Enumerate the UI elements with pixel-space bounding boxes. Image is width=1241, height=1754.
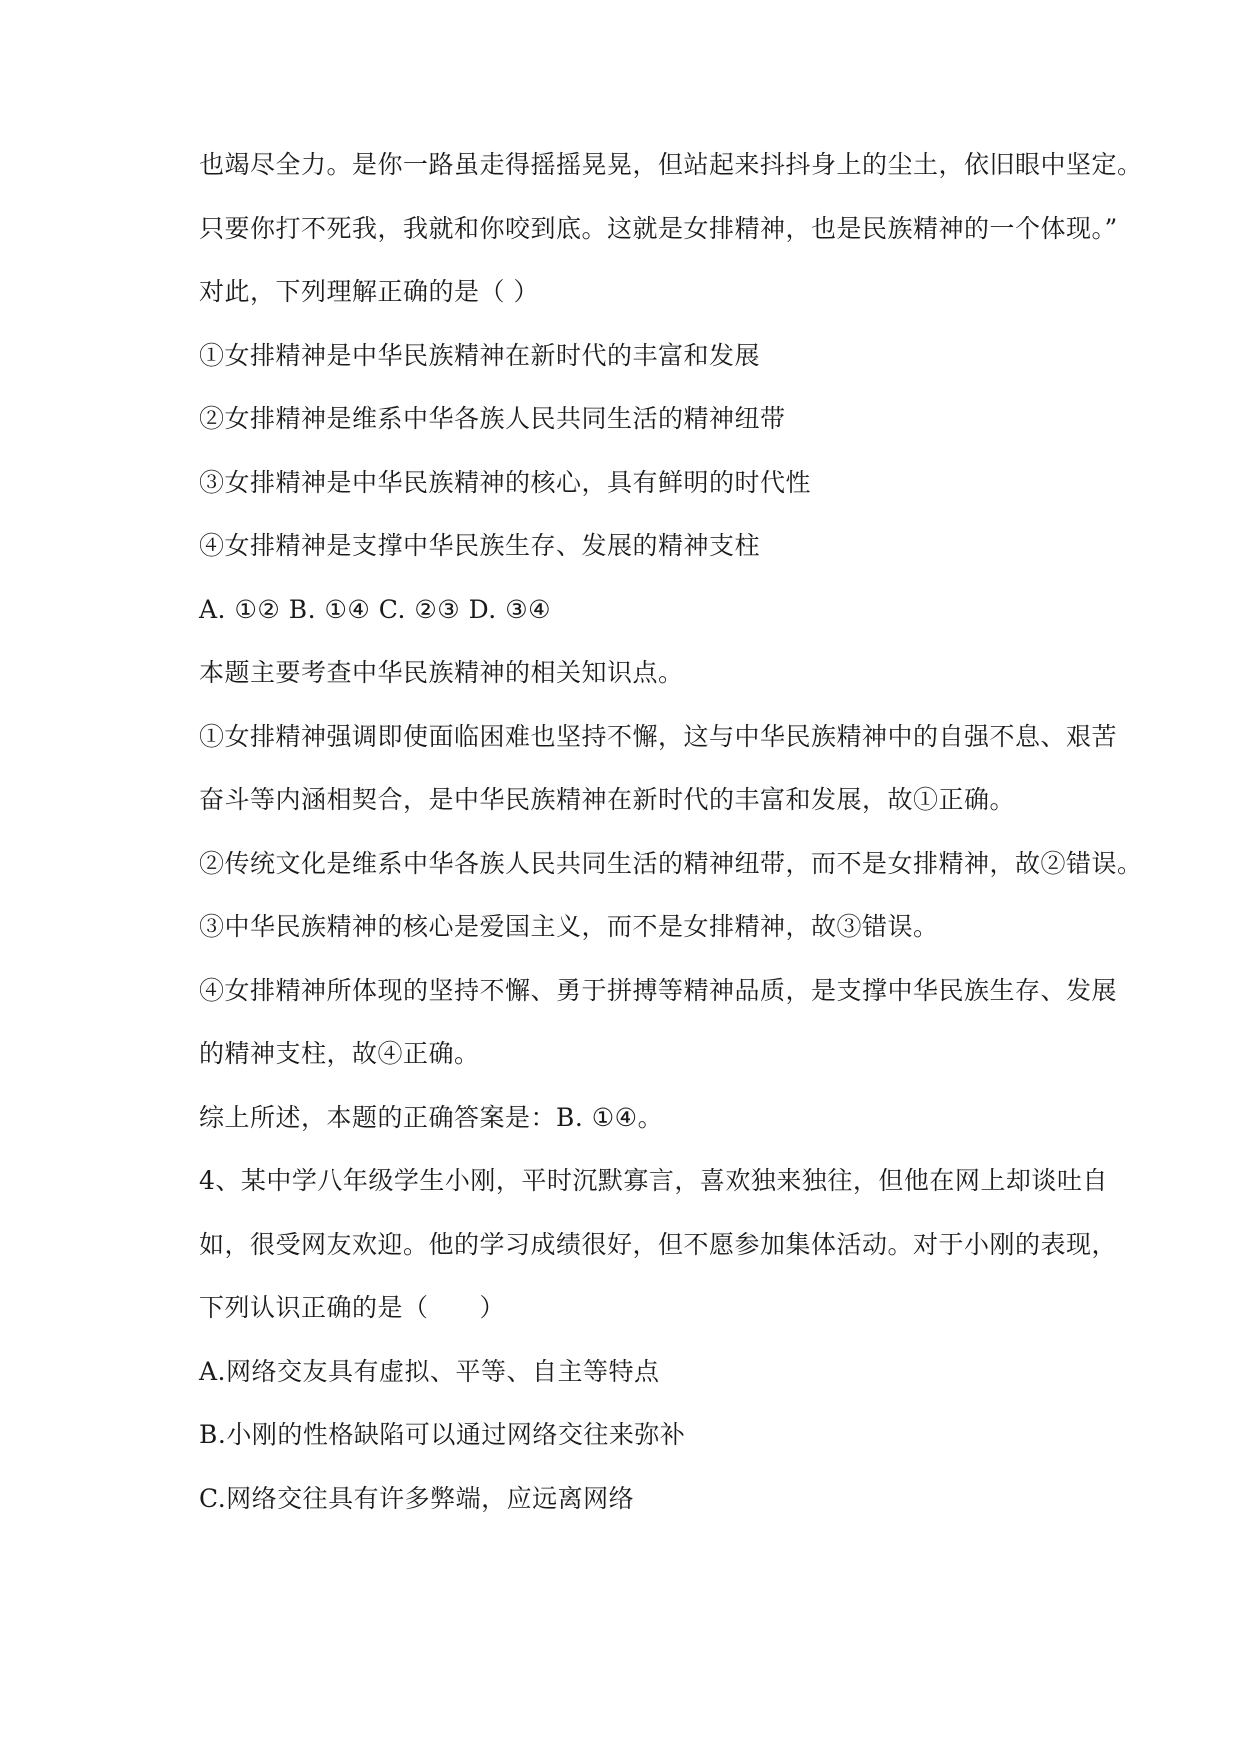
statement-2: ②女排精神是维系中华各族人民共同生活的精神纽带 xyxy=(199,404,786,433)
question-stem-line: 对此，下列理解正确的是（ ） xyxy=(199,277,539,306)
option-a: A.网络交友具有虚拟、平等、自主等特点 xyxy=(199,1357,660,1386)
analysis-line: ②传统文化是维系中华各族人民共同生活的精神纽带，而不是女排精神，故②错误。 xyxy=(199,849,1143,878)
statement-4: ④女排精神是支撑中华民族生存、发展的精神支柱 xyxy=(199,531,761,560)
option-c: C.网络交往具有许多弊端，应远离网络 xyxy=(199,1484,635,1513)
analysis-line: 的精神支柱，故④正确。 xyxy=(199,1039,480,1068)
statement-1: ①女排精神是中华民族精神在新时代的丰富和发展 xyxy=(199,341,761,370)
analysis-intro: 本题主要考查中华民族精神的相关知识点。 xyxy=(199,658,684,687)
text-line: 也竭尽全力。是你一路虽走得摇摇晃晃，但站起来抖抖身上的尘土，依旧眼中坚定。 xyxy=(199,150,1143,179)
question-4-line: 4、某中学八年级学生小刚，平时沉默寡言，喜欢独来独往，但他在网上却谈吐自 xyxy=(199,1166,1108,1195)
conclusion-line: 综上所述，本题的正确答案是：B. ①④。 xyxy=(199,1103,664,1132)
analysis-line: ④女排精神所体现的坚持不懈、勇于拼搏等精神品质，是支撑中华民族生存、发展 xyxy=(199,976,1118,1005)
analysis-line: ③中华民族精神的核心是爱国主义，而不是女排精神，故③错误。 xyxy=(199,912,939,941)
question-4-line: 如，很受网友欢迎。他的学习成绩很好，但不愿参加集体活动。对于小刚的表现， xyxy=(199,1230,1118,1259)
statement-3: ③女排精神是中华民族精神的核心，具有鲜明的时代性 xyxy=(199,468,812,497)
question-4-line: 下列认识正确的是（ ） xyxy=(199,1293,506,1322)
analysis-line: 奋斗等内涵相契合，是中华民族精神在新时代的丰富和发展，故①正确。 xyxy=(199,785,1016,814)
text-line: 只要你打不死我，我就和你咬到底。这就是女排精神，也是民族精神的一个体现。” xyxy=(199,214,1118,243)
answer-options: A. ①② B. ①④ C. ②③ D. ③④ xyxy=(199,595,552,624)
analysis-line: ①女排精神强调即使面临困难也坚持不懈，这与中华民族精神中的自强不息、艰苦 xyxy=(199,722,1118,751)
option-b: B.小刚的性格缺陷可以通过网络交往来弥补 xyxy=(199,1420,686,1449)
